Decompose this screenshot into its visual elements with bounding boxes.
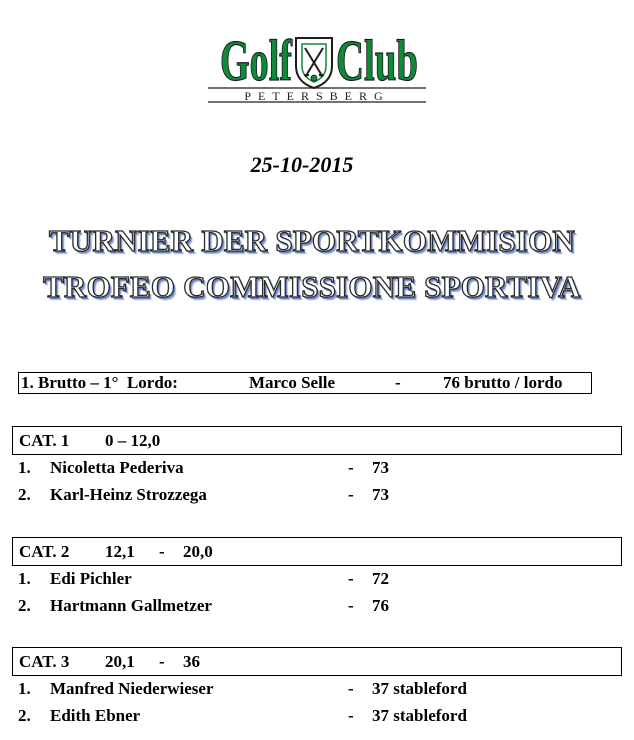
result-dash: -	[348, 706, 354, 725]
result-rank: 1.	[18, 458, 31, 477]
category-title: CAT. 1	[19, 431, 70, 450]
result-dash: -	[348, 485, 354, 504]
golf-club-logo	[208, 14, 426, 106]
result-name: Manfred Niederwieser	[50, 679, 214, 698]
result-score: 37 stableford	[372, 679, 467, 698]
result-rank: 1.	[18, 569, 31, 588]
result-dash: -	[348, 596, 354, 615]
result-row	[0, 677, 634, 701]
result-row	[0, 456, 634, 480]
category-range-separator: -	[159, 542, 165, 561]
golf-club-logo-graphic	[208, 14, 426, 106]
result-row	[0, 704, 634, 728]
category-header	[12, 647, 622, 676]
result-row	[0, 594, 634, 618]
brutto-label: 1. Brutto – 1° Lordo:	[21, 373, 178, 392]
result-rank: 2.	[18, 596, 31, 615]
title-german: TURNIER DER SPORTKOMMISION	[49, 223, 575, 258]
result-rank: 2.	[18, 706, 31, 725]
brutto-winner-box	[18, 372, 592, 394]
result-dash: -	[348, 458, 354, 477]
event-date: 25-10-2015	[250, 152, 354, 177]
result-name: Karl-Heinz Strozzega	[50, 485, 207, 504]
result-dash: -	[348, 569, 354, 588]
result-score: 73	[372, 485, 389, 504]
category-range-separator: -	[159, 652, 165, 671]
result-score: 76	[372, 596, 389, 615]
result-rank: 1.	[18, 679, 31, 698]
category-title: CAT. 2	[19, 542, 70, 561]
result-row	[0, 483, 634, 507]
logo-subtitle: PETERSBERG	[244, 89, 390, 103]
title-italian: TROFEO COMMISSIONE SPORTIVA	[43, 269, 581, 304]
result-rank: 2.	[18, 485, 31, 504]
brutto-score: 76 brutto / lordo	[443, 373, 563, 392]
category-header	[12, 537, 622, 566]
shield-icon	[296, 38, 332, 88]
category-range-to: 36	[183, 652, 200, 671]
logo-word-club: Club	[336, 28, 418, 93]
result-score: 37 stableford	[372, 706, 467, 725]
result-row	[0, 567, 634, 591]
result-name: Edi Pichler	[50, 569, 132, 588]
category-range-to: 20,0	[183, 542, 213, 561]
result-score: 73	[372, 458, 389, 477]
brutto-dash: -	[395, 373, 401, 392]
category-title: CAT. 3	[19, 652, 70, 671]
result-name: Hartmann Gallmetzer	[50, 596, 212, 615]
brutto-name: Marco Selle	[249, 373, 336, 392]
category-range: 0 – 12,0	[105, 431, 161, 450]
category-range-from: 20,1	[105, 652, 135, 671]
result-score: 72	[372, 569, 389, 588]
category-header	[12, 426, 622, 455]
category-range-from: 12,1	[105, 542, 135, 561]
result-dash: -	[348, 679, 354, 698]
logo-word-golf: Golf	[220, 28, 293, 93]
result-name: Nicoletta Pederiva	[50, 458, 184, 477]
result-name: Edith Ebner	[50, 706, 141, 725]
